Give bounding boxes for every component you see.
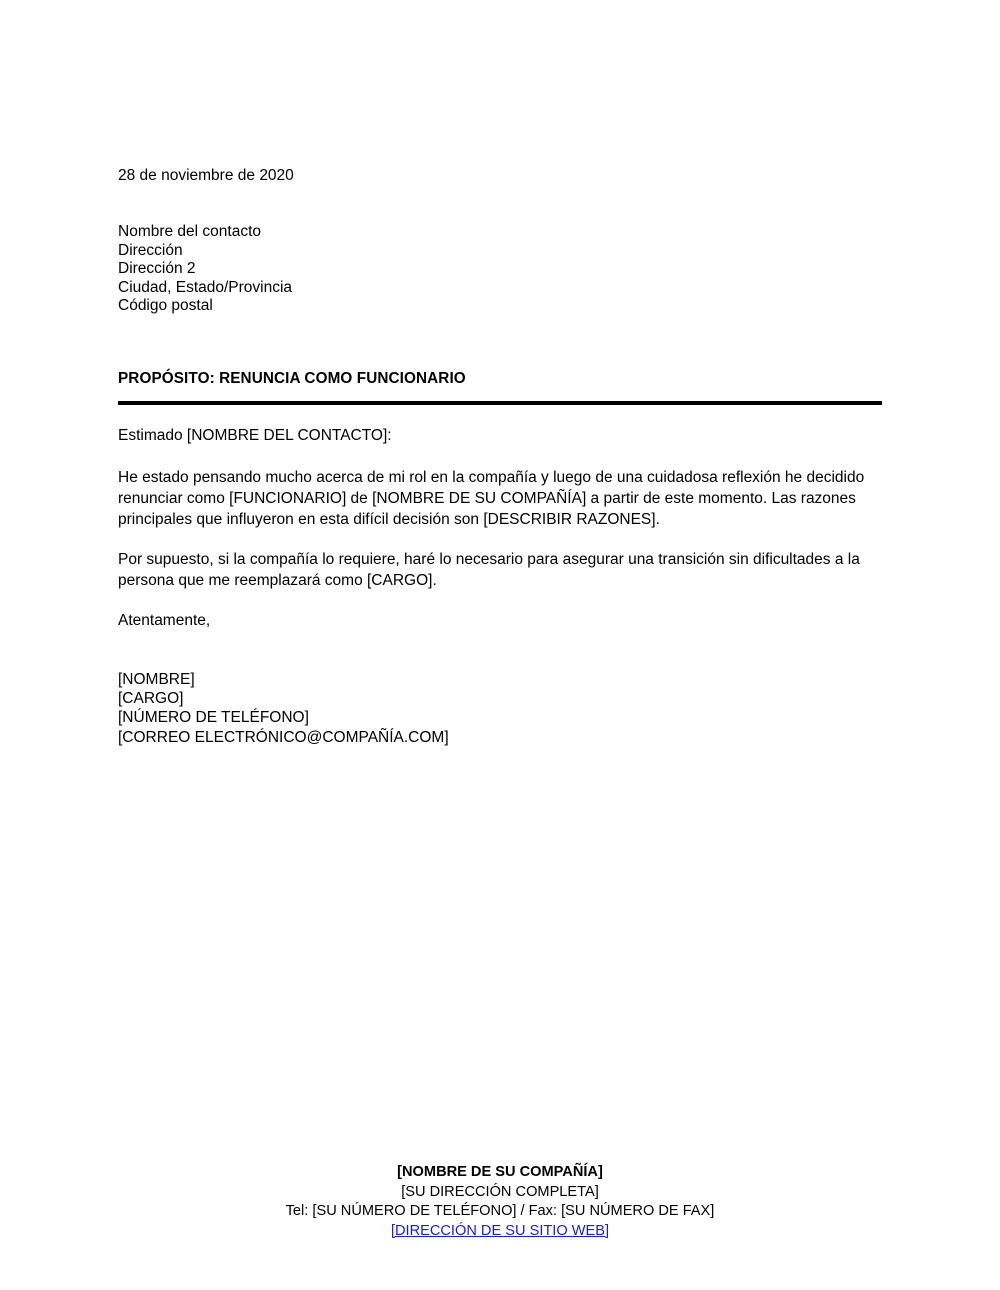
footer-company-name: [NOMBRE DE SU COMPAÑÍA] (397, 1164, 603, 1180)
footer-website-link[interactable] (0, 1222, 1000, 1242)
greeting-line: Estimado [NOMBRE DEL CONTACTO]: (118, 427, 392, 444)
letter-date: 28 de noviembre de 2020 (118, 167, 294, 184)
recipient-line-2: Dirección (118, 241, 183, 259)
recipient-line-4: Ciudad, Estado/Provincia (118, 278, 293, 296)
signature-block (118, 670, 449, 747)
closing-line: Atentamente, (118, 612, 211, 629)
body-paragraph-1: He estado pensando mucho acerca de mi rol en la compañía y luego de una cuidadosa reflexión he decidido renunciar como [FUNCIONARIO] de [NOMBRE DE SU COMPAÑÍA] a partir de este momento. Las razones principales que influyeron en esta difícil decisión son [DESCRIBIR RAZONES]. (118, 469, 865, 528)
recipient-line-1: Nombre del contacto (118, 223, 262, 240)
horizontal-rule (118, 401, 882, 405)
website-link-text[interactable]: [DIRECCIÓN DE SU SITIO WEB] (390, 1222, 610, 1239)
body-paragraph-2: Por supuesto, si la compañía lo requiere, haré lo necesario para asegurar una transición sin dificultades a la persona que me reemplazará como [CARGO]. (118, 551, 860, 589)
signature-name: [NOMBRE] (118, 671, 195, 688)
signature-phone: [NÚMERO DE TELÉFONO] (118, 709, 309, 727)
recipient-address-block (118, 223, 292, 316)
footer-address: [SU DIRECCIÓN COMPLETA] (401, 1183, 599, 1200)
subject-line: PROPÓSITO: RENUNCIA COMO FUNCIONARIO (118, 370, 466, 387)
letter-body (118, 425, 884, 650)
recipient-line-5: Código postal (118, 297, 213, 315)
signature-email: [CORREO ELECTRÓNICO@COMPAÑÍA.COM] (118, 728, 449, 746)
recipient-line-3: Dirección 2 (118, 260, 196, 278)
page-footer (0, 1163, 1000, 1241)
signature-title: [CARGO] (118, 690, 184, 708)
footer-contact: Tel: [SU NÚMERO DE TELÉFONO] / Fax: [SU NÚMERO DE FAX] (285, 1203, 715, 1219)
